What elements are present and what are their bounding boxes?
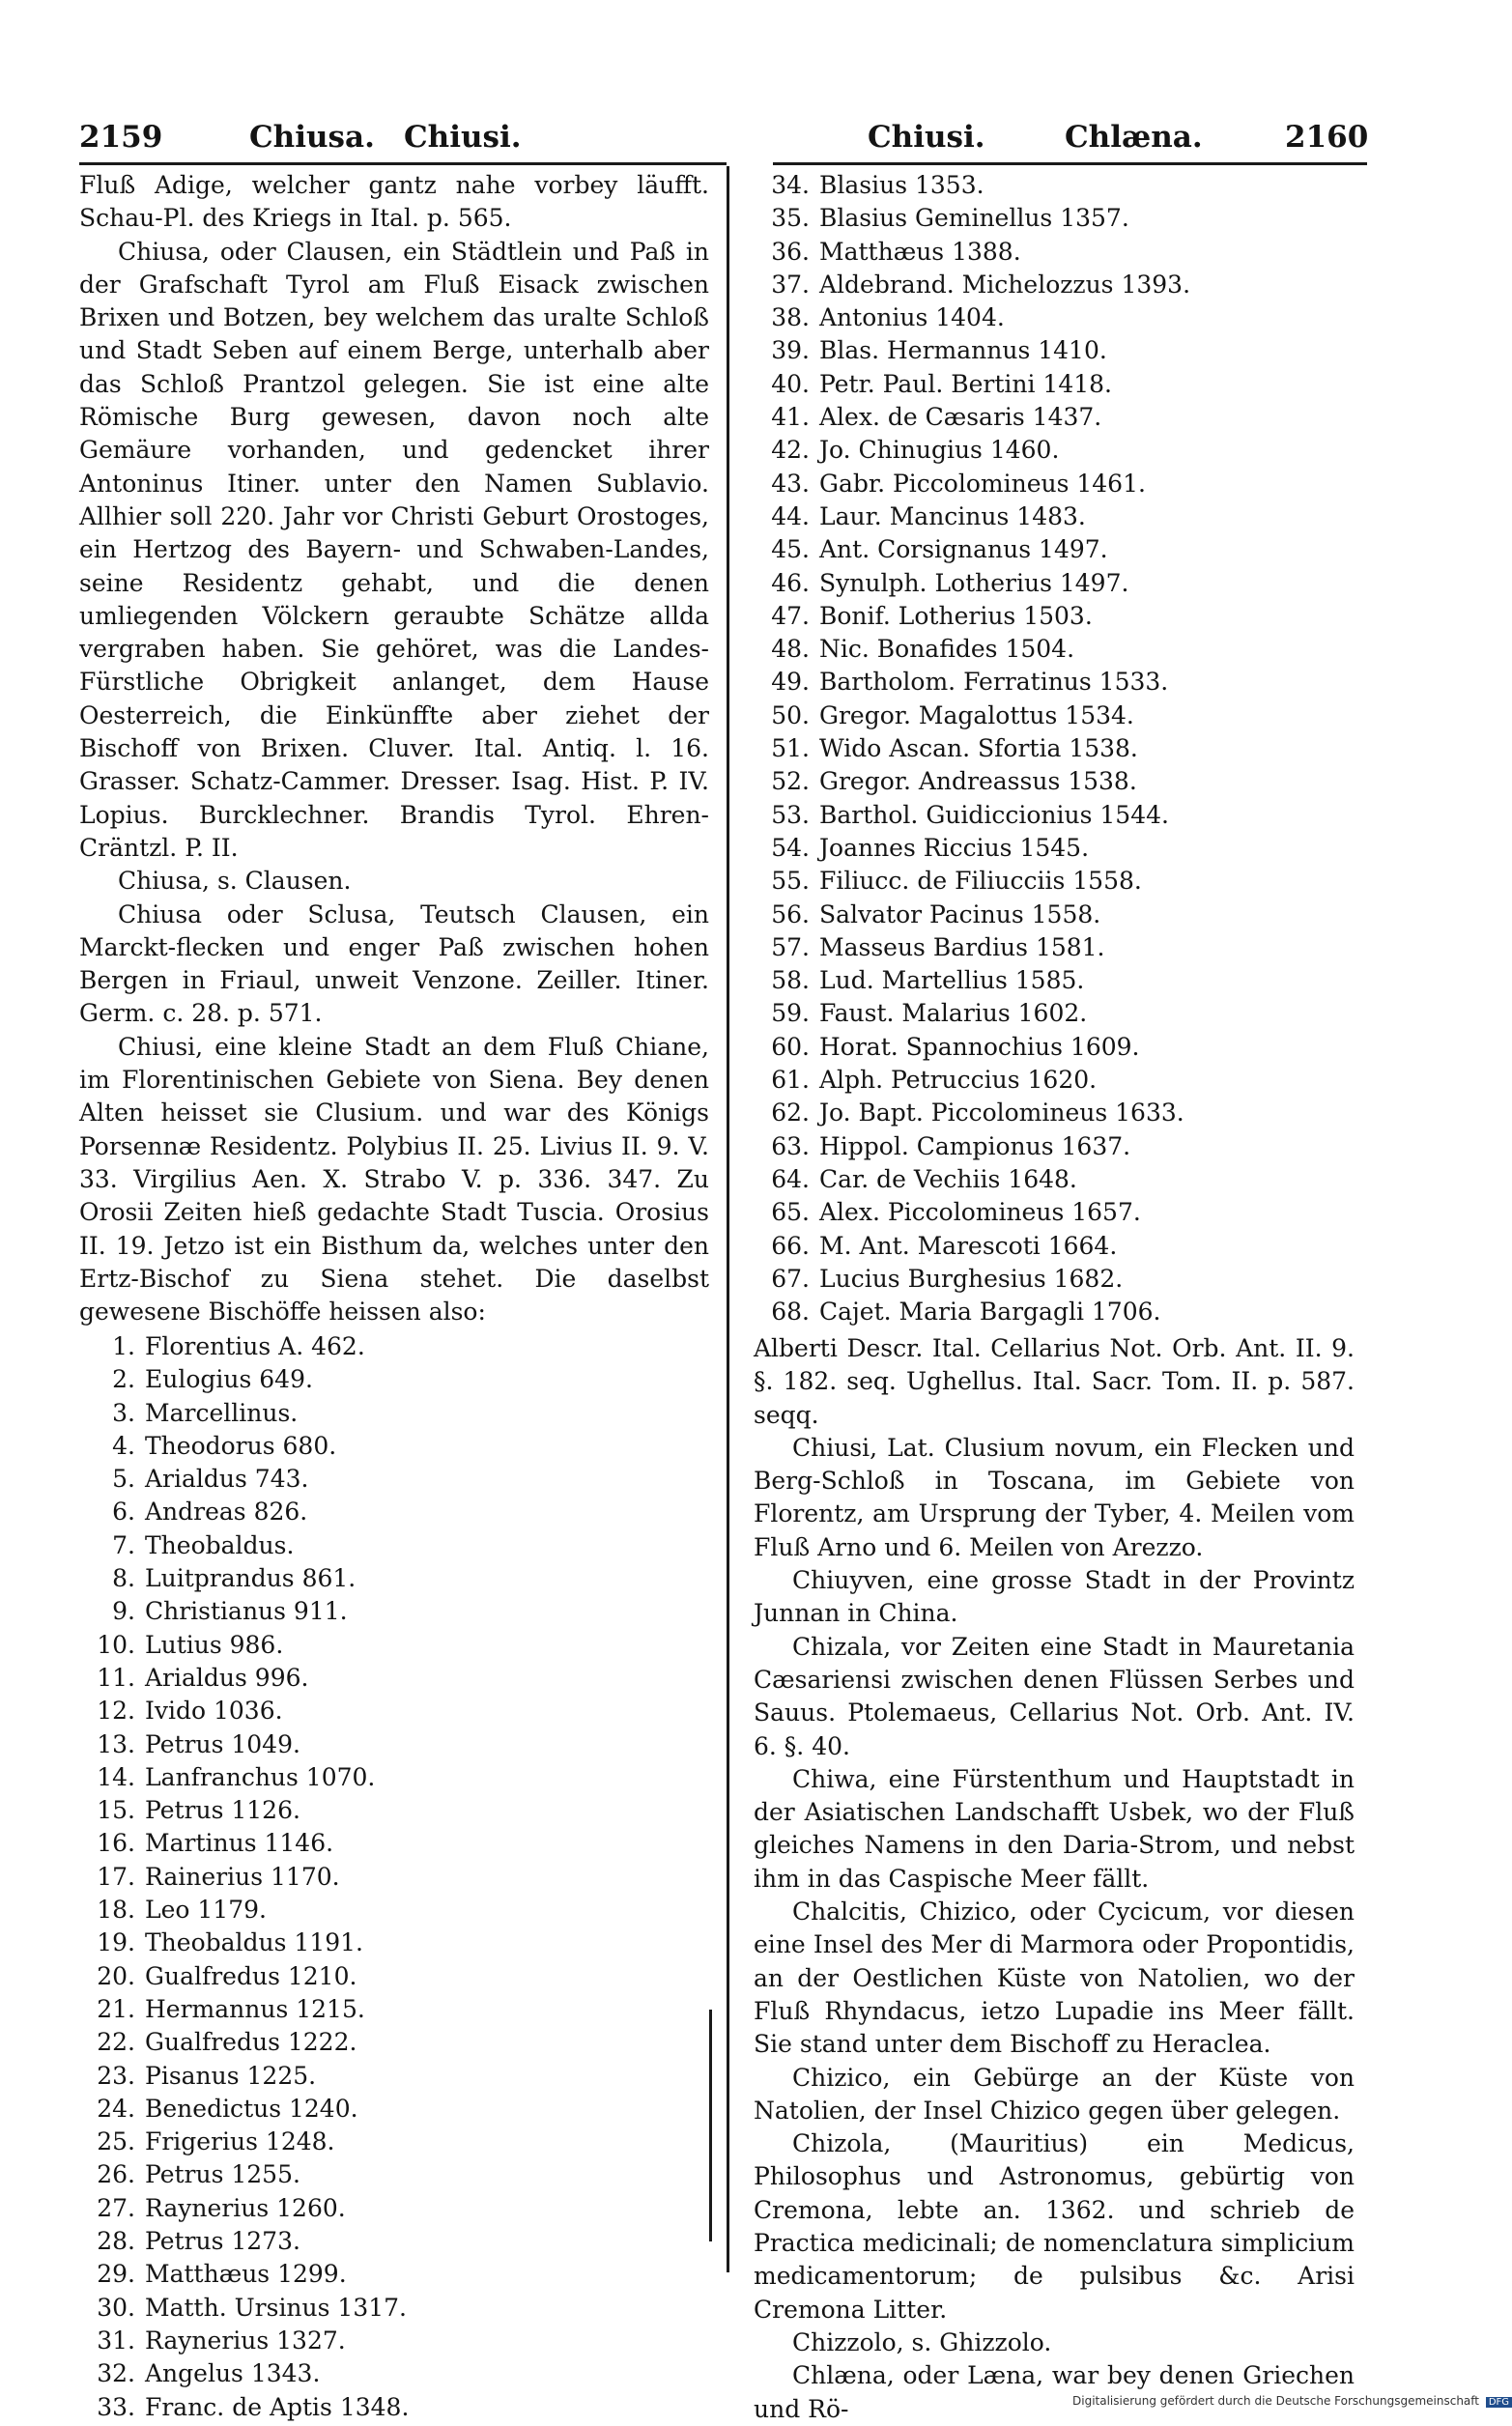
bishop-list-item [754, 202, 1295, 235]
bishop-list-item [79, 1894, 620, 1927]
header-rule-right [773, 162, 1367, 165]
right-entry: Chlæna, oder Læna, war bey denen Griechen und Rö- [754, 2361, 1355, 2423]
list-number: 63. [771, 1131, 810, 1160]
list-number: 18. [97, 1896, 135, 1925]
bishop-list-item [754, 732, 1295, 765]
bishop-name: Lutius 986. [145, 1630, 284, 1659]
list-number: 7. [112, 1530, 135, 1559]
running-head-right-2: Chlæna. [1065, 120, 1203, 155]
bishop-name: Petrus 1273. [145, 2227, 300, 2256]
bishop-name: Hippol. Campionus 1637. [819, 1131, 1131, 1160]
list-number: 10. [97, 1630, 135, 1659]
bishop-name: Leo 1179. [145, 1896, 267, 1925]
bishop-name: Gualfredus 1222. [145, 2028, 357, 2057]
bishop-name: Blas. Hermannus 1410. [819, 336, 1107, 365]
bishop-list-item [754, 633, 1295, 666]
bishop-list-item [79, 2093, 620, 2126]
bishop-name: Aldebrand. Michelozzus 1393. [819, 270, 1191, 299]
bishop-list-item [754, 401, 1295, 434]
bishop-list-item [79, 1463, 620, 1496]
list-number: 31. [97, 2326, 135, 2355]
bishop-name: Blasius 1353. [819, 171, 984, 199]
left-column-text [79, 169, 709, 1328]
list-number: 4. [112, 1431, 135, 1460]
list-number: 16. [97, 1829, 135, 1858]
bishop-list-right [754, 169, 1295, 1328]
list-number: 24. [97, 2094, 135, 2123]
running-head-left-1: Chiusa. [249, 120, 375, 155]
bishop-name: Ant. Corsignanus 1497. [819, 535, 1108, 564]
bishop-name: Petrus 1126. [145, 1796, 300, 1825]
bishop-list-item [754, 533, 1295, 566]
bishop-name: Alph. Petruccius 1620. [819, 1066, 1098, 1095]
list-number: 1. [112, 1332, 135, 1360]
bishop-name: Gabr. Piccolomineus 1461. [819, 469, 1146, 498]
bishop-name: Lud. Martellius 1585. [819, 966, 1085, 995]
list-number: 14. [97, 1762, 135, 1791]
column-divider [727, 166, 729, 2272]
list-number: 39. [771, 336, 810, 365]
bishop-name: Marcellinus. [145, 1398, 299, 1427]
bishop-list-item [754, 334, 1295, 367]
bishop-name: Matthæus 1388. [819, 237, 1021, 266]
bishop-list-item [79, 1595, 620, 1628]
bishop-name: Filiucc. de Filiucciis 1558. [819, 867, 1142, 896]
bishop-list-item [79, 2357, 620, 2390]
bishop-list-item [754, 1097, 1295, 1129]
bishop-name: Salvator Pacinus 1558. [819, 899, 1101, 928]
list-number: 32. [97, 2359, 135, 2388]
bishop-list-item [754, 269, 1295, 301]
list-number: 42. [771, 436, 810, 465]
bishop-list-item [754, 434, 1295, 467]
right-entry: Chiuyven, eine grosse Stadt in der Provintz Junnan in China. [754, 1566, 1355, 1628]
bishop-name: Benedictus 1240. [145, 2094, 358, 2123]
right-entry: Chiusi, Lat. Clusium novum, ein Flecken und Berg-Schloß in Toscana, im Gebiete von Florentz, am Ursprung der Tyber, 4. Meilen vom Fluß Arno und 6. Meilen von Arezzo. [754, 1433, 1355, 1561]
bishop-name: Raynerius 1327. [145, 2326, 346, 2355]
right-entry: Chizala, vor Zeiten eine Stadt in Mauretania Cæsariensi zwischen denen Flüssen Serbes und Sauus. Ptolemaeus, Cellarius Not. Orb. Ant. IV. 6. §. 40. [754, 1632, 1355, 1760]
bishop-name: Ivido 1036. [145, 1697, 283, 1726]
list-number: 36. [771, 237, 810, 266]
list-number: 29. [97, 2260, 135, 2289]
bishop-name: Petrus 1255. [145, 2160, 300, 2189]
list-number: 3. [112, 1398, 135, 1427]
running-head-right-1: Chiusi. [868, 120, 985, 155]
list-number: 56. [771, 899, 810, 928]
list-number: 54. [771, 833, 810, 862]
bishop-list-item [754, 1296, 1295, 1328]
bishop-name: Gualfredus 1210. [145, 1961, 357, 1990]
bishop-name: Alex. Piccolomineus 1657. [819, 1198, 1141, 1227]
bishop-list-item [754, 169, 1295, 202]
column-divider-lower [709, 2010, 712, 2241]
list-number: 60. [771, 1032, 810, 1061]
left-entry: Chiusa, oder Clausen, ein Städtlein und Paß in der Grafschaft Tyrol am Fluß Eisack zwischen Brixen und Botzen, bey welchem das uralte Schloß und Stadt Seben auf einem Berge, unterhalb aber das Schloß Prantzol gelegen. Sie ist eine alte Römische Burg gewesen, davon noch alte Gemäure vorhanden, und gedencket ihrer Antoninus Itiner. unter den Namen Sublavio. Allhier soll 220. Jahr vor Christi Geburt Orostoges, ein Hertzog des Bayern- und Schwaben-Landes, seine Residentz gehabt, und die denen umliegenden Völckern geraubte Schätze allda vergraben haben. Sie gehöret, was die Landes-Fürstliche Obrigkeit anlanget, dem Hause Oesterreich, die Einkünffte aber ziehet der Bischoff von Brixen. Cluver. Ital. Antiq. l. 16. Grasser. Schatz-Cammer. Dresser. Isag. Hist. P. IV. Lopius. Burcklechner. Brandis Tyrol. Ehren-Cräntzl. P. II. [79, 237, 709, 862]
list-number: 11. [97, 1663, 135, 1692]
bishop-list-item [79, 1993, 620, 2026]
bishop-name: Laur. Mancinus 1483. [819, 501, 1086, 530]
bishop-list-item [79, 2060, 620, 2093]
right-column-text [754, 1332, 1355, 2426]
bishop-name: Theobaldus. [145, 1530, 295, 1559]
list-number: 47. [771, 601, 810, 630]
bishop-list-item [79, 1629, 620, 1662]
bishop-list-item [754, 1130, 1295, 1163]
list-number: 27. [97, 2193, 135, 2222]
bishop-list-item [79, 2192, 620, 2225]
bishop-name: Arialdus 743. [145, 1465, 309, 1494]
list-number: 68. [771, 1298, 810, 1327]
list-number: 17. [97, 1862, 135, 1891]
bishop-list-item [79, 1927, 620, 1959]
bishop-name: Antonius 1404. [819, 303, 1005, 332]
bishop-list-item [754, 301, 1295, 334]
bishop-name: Faust. Malarius 1602. [819, 999, 1088, 1028]
list-number: 61. [771, 1066, 810, 1095]
list-number: 25. [97, 2127, 135, 2156]
running-head-left-2: Chiusi. [404, 120, 522, 155]
bishop-list-item [79, 2158, 620, 2191]
bishop-name: Alex. de Cæsaris 1437. [819, 403, 1102, 432]
list-number: 2. [112, 1365, 135, 1394]
bishop-list-item [79, 1794, 620, 1827]
bishop-list-item [754, 1230, 1295, 1263]
digitization-credit [1072, 2394, 1512, 2408]
bishop-list-item [754, 1263, 1295, 1296]
right-entry: Chizzolo, s. Ghizzolo. [792, 2327, 1052, 2356]
list-number: 15. [97, 1796, 135, 1825]
bishop-name: Luitprandus 861. [145, 1564, 357, 1593]
bishop-list-item [79, 2391, 620, 2424]
bishop-list-item [79, 2225, 620, 2258]
bishop-name: Jo. Bapt. Piccolomineus 1633. [819, 1099, 1184, 1127]
list-number: 46. [771, 568, 810, 597]
bishop-name: Theodorus 680. [145, 1431, 337, 1460]
bishop-list-item [754, 899, 1295, 931]
list-number: 52. [771, 767, 810, 796]
bishop-list-item [79, 1827, 620, 1860]
bishop-list-item [79, 1761, 620, 1794]
list-number: 53. [771, 800, 810, 829]
list-number: 35. [771, 204, 810, 233]
bishop-list-item [79, 1562, 620, 1595]
bishop-list-item [79, 1960, 620, 1993]
bishop-name: Eulogius 649. [145, 1365, 313, 1394]
bishop-name: Hermannus 1215. [145, 1994, 365, 2023]
list-number: 26. [97, 2160, 135, 2189]
bishop-list-item [79, 1363, 620, 1396]
list-number: 40. [771, 369, 810, 398]
bishop-list-item [754, 799, 1295, 832]
list-number: 6. [112, 1498, 135, 1527]
left-entry: Chiusa, s. Clausen. [118, 867, 352, 896]
bishop-list-item [754, 1031, 1295, 1064]
list-number: 50. [771, 700, 810, 729]
list-number: 64. [771, 1164, 810, 1193]
bishop-list-item [79, 1662, 620, 1695]
right-entry: Chizico, ein Gebürge an der Küste von Natolien, der Insel Chizico gegen über gelegen. [754, 2063, 1355, 2125]
bishop-name: Theobaldus 1191. [145, 1928, 363, 1957]
bishop-list-item [754, 468, 1295, 500]
bishop-name: Jo. Chinugius 1460. [819, 436, 1060, 465]
bishop-list-item [79, 1861, 620, 1894]
page-number-left: 2159 [79, 120, 163, 155]
right-entry: Alberti Descr. Ital. Cellarius Not. Orb. Ant. II. 9. §. 182. seq. Ughellus. Ital. Sacr. Tom. II. p. 587. seqq. [754, 1334, 1355, 1429]
list-number: 28. [97, 2227, 135, 2256]
bishop-list-item [79, 2126, 620, 2158]
list-number: 66. [771, 1231, 810, 1260]
list-number: 19. [97, 1928, 135, 1957]
page-number-right: 2160 [1285, 120, 1369, 155]
bishop-list-item [754, 600, 1295, 633]
bishop-name: Rainerius 1170. [145, 1862, 340, 1891]
list-number: 23. [97, 2061, 135, 2090]
bishop-name: Horat. Spannochius 1609. [819, 1032, 1140, 1061]
bishop-name: Matthæus 1299. [145, 2260, 347, 2289]
list-number: 38. [771, 303, 810, 332]
bishop-name: Wido Ascan. Sfortia 1538. [819, 734, 1138, 763]
bishop-name: Raynerius 1260. [145, 2193, 346, 2222]
bishop-list-item [754, 699, 1295, 732]
list-number: 22. [97, 2028, 135, 2057]
bishop-name: Franc. de Aptis 1348. [145, 2392, 410, 2421]
digitization-credit-text: Digitalisierung gefördert durch die Deutsche Forschungsgemeinschaft [1072, 2394, 1480, 2408]
bishop-list-item [79, 1430, 620, 1463]
bishop-list-item [754, 1196, 1295, 1229]
bishop-list-item [79, 1529, 620, 1562]
left-entry: Chiusi, eine kleine Stadt an dem Fluß Chiane, im Florentinischen Gebiete von Siena. Bey denen Alten heisset sie Clusium. und war des Königs Porsennæ Residentz. Polybius II. 25. Livius II. 9. V. 33. Virgilius Aen. X. Strabo V. p. 336. 347. Zu Orosii Zeiten hieß gedachte Stadt Tuscia. Orosius II. 19. Jetzo ist ein Bisthum da, welches unter den Ertz-Bischof zu Siena stehet. Die daselbst gewesene Bischöffe heissen also: [79, 1032, 709, 1327]
list-number: 58. [771, 966, 810, 995]
right-entry: Chalcitis, Chizico, oder Cycicum, vor diesen eine Insel des Mer di Marmora oder Propontidis, an der Oestlichen Küste von Natolien, wo der Fluß Rhyndacus, ietzo Lupadie ins Meer fällt. Sie stand unter dem Bischoff zu Heraclea. [754, 1898, 1355, 2059]
right-entry: Chizola, (Mauritius) ein Medicus, Philosophus und Astronomus, gebürtig von Cremona, lebte an. 1362. und schrieb de Practica medicinali; de nomenclatura simplicium medicamentorum; de pulsibus &c. Arisi Cremona Litter. [754, 2129, 1355, 2324]
bishop-name: Martinus 1146. [145, 1829, 334, 1858]
bishop-list-item [754, 1163, 1295, 1196]
bishop-list-item [754, 931, 1295, 964]
bishop-list-item [79, 1330, 620, 1363]
bishop-name: Christianus 911. [145, 1597, 348, 1626]
bishop-name: Lucius Burghesius 1682. [819, 1264, 1124, 1293]
bishop-list-item [754, 368, 1295, 401]
bishop-name: Nic. Bonafides 1504. [819, 635, 1075, 664]
list-number: 62. [771, 1099, 810, 1127]
list-number: 43. [771, 469, 810, 498]
bishop-list-item [754, 964, 1295, 997]
bishop-name: M. Ant. Marescoti 1664. [819, 1231, 1118, 1260]
left-entry: Fluß Adige, welcher gantz nahe vorbey läufft. Schau-Pl. des Kriegs in Ital. p. 565. [79, 171, 709, 233]
bishop-name: Pisanus 1225. [145, 2061, 317, 2090]
bishop-name: Petrus 1049. [145, 1729, 300, 1758]
bishop-list-item [754, 236, 1295, 269]
bishop-name: Car. de Vechiis 1648. [819, 1164, 1077, 1193]
bishop-name: Angelus 1343. [145, 2359, 321, 2388]
bishop-name: Bonif. Lotherius 1503. [819, 601, 1093, 630]
bishop-name: Gregor. Magalottus 1534. [819, 700, 1134, 729]
bishop-name: Florentius A. 462. [145, 1332, 365, 1360]
bishop-name: Arialdus 996. [145, 1663, 309, 1692]
list-number: 30. [97, 2293, 135, 2322]
list-number: 67. [771, 1264, 810, 1293]
bishop-list-item [754, 1064, 1295, 1097]
list-number: 45. [771, 535, 810, 564]
list-number: 57. [771, 932, 810, 961]
bishop-name: Bartholom. Ferratinus 1533. [819, 668, 1169, 697]
bishop-list-item [754, 666, 1295, 699]
dfg-logo: DFG [1486, 2397, 1512, 2408]
list-number: 44. [771, 501, 810, 530]
bishop-list-item [79, 2292, 620, 2325]
list-number: 20. [97, 1961, 135, 1990]
bishop-list-item [754, 567, 1295, 600]
bishop-name: Joannes Riccius 1545. [819, 833, 1090, 862]
bishop-list-item [79, 1496, 620, 1528]
list-number: 65. [771, 1198, 810, 1227]
bishop-list-item [754, 997, 1295, 1030]
list-number: 21. [97, 1994, 135, 2023]
bishop-list-item [79, 2325, 620, 2357]
list-number: 13. [97, 1729, 135, 1758]
list-number: 51. [771, 734, 810, 763]
list-number: 34. [771, 171, 810, 199]
bishop-name: Gregor. Andreassus 1538. [819, 767, 1137, 796]
bishop-list-item [754, 865, 1295, 898]
bishop-list-item [79, 2026, 620, 2059]
list-number: 33. [97, 2392, 135, 2421]
bishop-list-item [79, 1728, 620, 1761]
bishop-name: Frigerius 1248. [145, 2127, 335, 2156]
bishop-list-left [79, 1330, 620, 2424]
bishop-name: Blasius Geminellus 1357. [819, 204, 1129, 233]
bishop-name: Lanfranchus 1070. [145, 1762, 376, 1791]
bishop-name: Petr. Paul. Bertini 1418. [819, 369, 1113, 398]
list-number: 37. [771, 270, 810, 299]
bishop-name: Cajet. Maria Bargagli 1706. [819, 1298, 1161, 1327]
list-number: 5. [112, 1465, 135, 1494]
list-number: 9. [112, 1597, 135, 1626]
right-entry: Chiwa, eine Fürstenthum und Hauptstadt in der Asiatischen Landschafft Usbek, wo der Fluß gleiches Namens in den Daria-Strom, und nebst ihm in das Caspische Meer fällt. [754, 1764, 1355, 1893]
header-rule-left [79, 162, 727, 165]
bishop-name: Synulph. Lotherius 1497. [819, 568, 1129, 597]
bishop-list-item [79, 2258, 620, 2291]
bishop-name: Andreas 826. [145, 1498, 308, 1527]
list-number: 59. [771, 999, 810, 1028]
bishop-list-item [754, 500, 1295, 533]
left-entry: Chiusa oder Sclusa, Teutsch Clausen, ein Marckt-flecken und enger Paß zwischen hohen Bergen in Friaul, unweit Venzone. Zeiller. Itiner. Germ. c. 28. p. 571. [79, 899, 709, 1028]
bishop-name: Matth. Ursinus 1317. [145, 2293, 407, 2322]
list-number: 12. [97, 1697, 135, 1726]
list-number: 55. [771, 867, 810, 896]
list-number: 8. [112, 1564, 135, 1593]
bishop-list-item [79, 1397, 620, 1430]
bishop-name: Masseus Bardius 1581. [819, 932, 1105, 961]
list-number: 41. [771, 403, 810, 432]
bishop-list-item [79, 1695, 620, 1727]
bishop-list-item [754, 765, 1295, 798]
bishop-list-item [754, 832, 1295, 865]
list-number: 49. [771, 668, 810, 697]
list-number: 48. [771, 635, 810, 664]
bishop-name: Barthol. Guidiccionius 1544. [819, 800, 1169, 829]
